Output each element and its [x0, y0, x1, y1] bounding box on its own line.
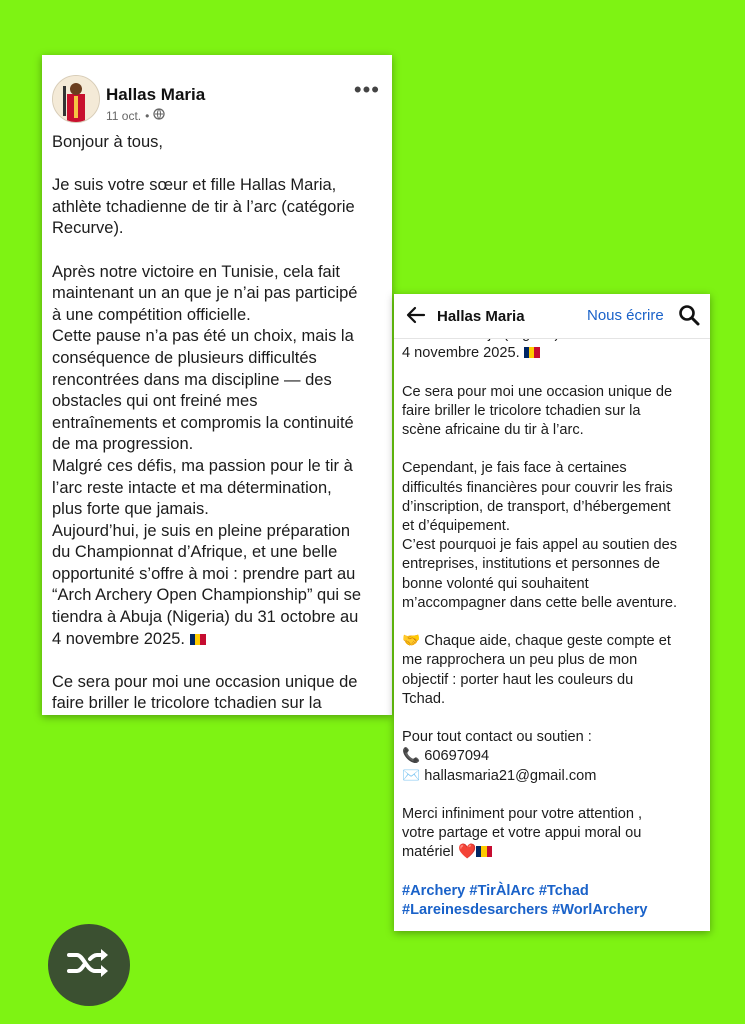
hashtags-line[interactable]: #Lareinesdesarchers #WorlArchery: [402, 902, 648, 919]
post-paragraph: Je suis votre sœur et fille Hallas Maria, athlète tchadienne de tir à l’arc (catégorie Recurve).: [52, 176, 355, 238]
detail-body: [402, 325, 704, 920]
phone-icon: 📞: [402, 748, 421, 765]
chad-flag-icon: [476, 844, 492, 855]
shuffle-icon: [65, 943, 113, 988]
search-icon[interactable]: [678, 304, 700, 326]
handshake-icon: 🤝: [402, 633, 421, 650]
post-header: [52, 75, 382, 125]
contact-button[interactable]: Nous écrire: [587, 307, 664, 324]
more-options-icon[interactable]: •••: [353, 77, 380, 102]
detail-title[interactable]: Hallas Maria: [437, 308, 525, 325]
globe-icon: [153, 108, 165, 123]
post-paragraph: Après notre victoire en Tunisie, cela fait maintenant un an que je n’ai pas participé à une compétition officielle. Cette pause n’a pas été un choix, mais la conséquence de plusieurs difficultés rencontrées dans ma discipline — des obstacles qui ont freiné mes entraînements et compromis la continuité de ma progression. Malgré ces défis, ma passion pour le tir à l’arc reste intacte et ma détermination, plus forte que jamais. Aujourd’hui, je suis en pleine préparation du Championnat d’Afrique, et une belle opportunité s’offre à moi : prendre part au “Arch Archery Open Championship” qui se tiendra à Abuja (Nigeria) du 31 octobre au 4 novembre 2025.: [52, 262, 362, 648]
post-meta: [106, 108, 165, 123]
avatar[interactable]: [52, 75, 100, 123]
post-author[interactable]: Hallas Maria: [106, 85, 206, 104]
chad-flag-icon: [524, 345, 540, 356]
post-paragraph: Ce sera pour moi une occasion unique de faire briller le tricolore tchadien sur la: [52, 672, 358, 713]
post-body: [52, 132, 384, 715]
email-address[interactable]: hallasmaria21@gmail.com: [424, 767, 597, 784]
phone-number[interactable]: 60697094: [424, 748, 490, 765]
detail-paragraph: Cependant, je fais face à certaines difficultés financières pour couvrir les frais d’inscription, de transport, d’hébergement et d’équipement. C’est pourquoi je fais appel au soutien des entreprises, institutions et personnes de bonne volonté qui souhaitent m’accompagner dans cette belle aventure.: [402, 460, 678, 611]
post-detail-card: [394, 294, 710, 931]
detail-paragraph: 4 novembre 2025.: [402, 345, 520, 362]
post-card: [42, 55, 392, 715]
shuffle-button[interactable]: [48, 924, 130, 1006]
detail-paragraph: Chaque aide, chaque geste compte et me rapprochera un peu plus de mon objectif : porter haut les couleurs du Tchad.: [402, 633, 671, 707]
heart-icon: ❤️: [457, 844, 477, 861]
envelope-icon: ✉️: [402, 767, 421, 784]
hashtags-line[interactable]: #Archery #TirÀlArc #Tchad: [402, 882, 589, 899]
back-arrow-icon[interactable]: [404, 303, 428, 327]
detail-paragraph: Pour tout contact ou soutien :: [402, 729, 592, 746]
detail-header: [394, 294, 710, 339]
detail-paragraph: Ce sera pour moi une occasion unique de faire briller le tricolore tchadien sur la scène africaine du tir à l’arc.: [402, 383, 673, 439]
post-paragraph: Bonjour à tous,: [52, 133, 163, 151]
detail-paragraph: Merci infiniment pour votre attention , votre partage et votre appui moral ou matériel: [402, 806, 643, 861]
post-date[interactable]: 11 oct.: [106, 108, 142, 123]
meta-separator: •: [145, 108, 150, 123]
chad-flag-icon: [190, 630, 206, 641]
